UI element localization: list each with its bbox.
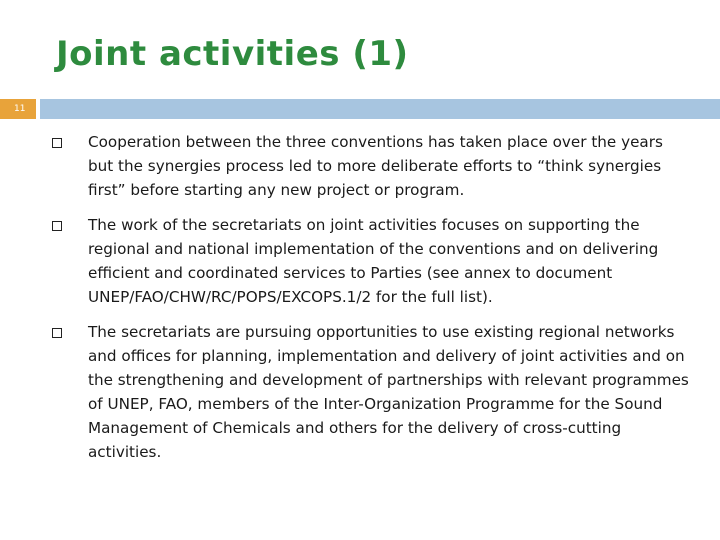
slide-title: Joint activities (1) [56, 34, 409, 74]
bullet-text: Cooperation between the three conventions has taken place over the years but the synergies process led to more deliberate efforts to “think synergies first” before starting any new project or program. [88, 133, 663, 199]
bullet-item [52, 213, 692, 309]
bullet-text: The work of the secretariats on joint activities focuses on supporting the regional and national implementation of the conventions and on delivering efficient and coordinated services to Parties (see annex to document UNEP/FAO/CHW/RC/POPS/EXCOPS.1/2 for the full list). [88, 216, 659, 306]
title-rule-bar [40, 99, 720, 119]
bullet-text: The secretariats are pursuing opportunities to use existing regional networks and offices for planning, implementation and delivery of joint activities and on the strengthening and development of partnerships with relevant programmes of UNEP, FAO, members of the Inter-Organization Programme for the Sound Management of Chemicals and others for the delivery of cross-cutting activities. [88, 323, 689, 461]
bullet-item [52, 320, 692, 464]
square-bullet-icon [52, 138, 62, 148]
square-bullet-icon [52, 221, 62, 231]
square-bullet-icon [52, 328, 62, 338]
bullet-item [52, 130, 692, 202]
slide-number: 11 [0, 99, 36, 119]
bullet-list [52, 130, 692, 475]
